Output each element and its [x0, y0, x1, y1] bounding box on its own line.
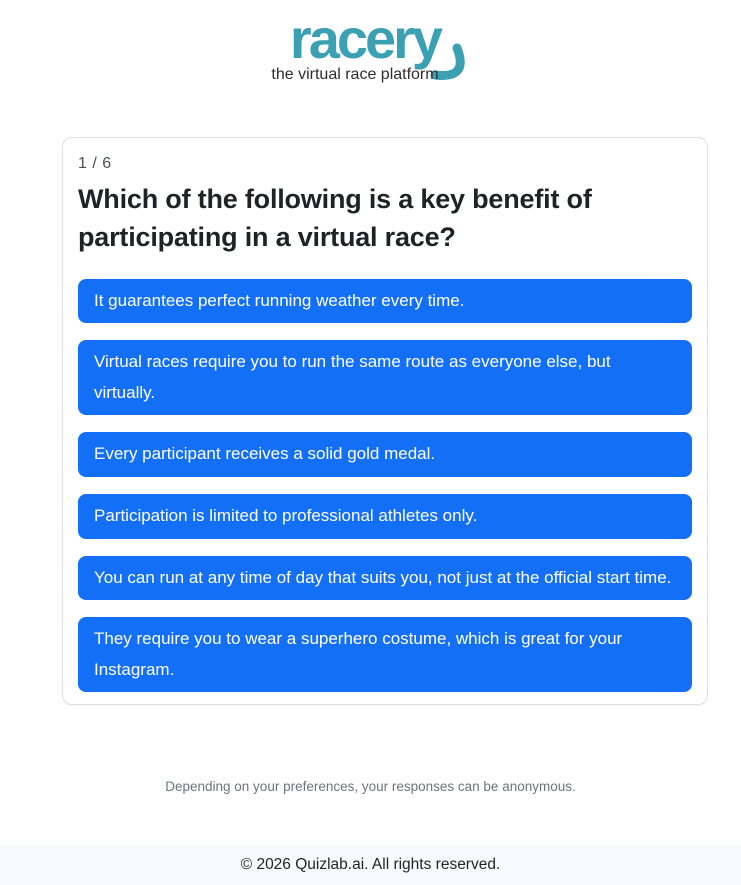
- page-footer: [0, 845, 741, 885]
- racery-logo: [251, 4, 491, 96]
- logo-tagline: the virtual race platform: [270, 66, 439, 83]
- quiz-card: [62, 137, 708, 705]
- answer-option-2[interactable]: Virtual races require you to run the same route as everyone else, but virtually.: [78, 340, 692, 415]
- answer-option-6[interactable]: They require you to wear a superhero costume, which is great for your Instagram.: [78, 617, 692, 692]
- anonymous-note: Depending on your preferences, your responses can be anonymous.: [165, 779, 576, 794]
- site-header: [0, 0, 741, 96]
- answer-option-4[interactable]: Participation is limited to professional athletes only.: [78, 494, 692, 539]
- progress-counter: 1 / 6: [78, 155, 112, 172]
- logo-wordmark: racery: [289, 7, 440, 70]
- answer-option-3[interactable]: Every participant receives a solid gold medal.: [78, 432, 692, 477]
- answer-list: [78, 279, 692, 693]
- question-title: Which of the following is a key benefit of participating in a virtual race?: [78, 184, 592, 253]
- answer-option-5[interactable]: You can run at any time of day that suits you, not just at the official start time.: [78, 556, 692, 601]
- answer-option-1[interactable]: It guarantees perfect running weather every time.: [78, 279, 692, 324]
- copyright-text: © 2026 Quizlab.ai. All rights reserved.: [240, 856, 501, 873]
